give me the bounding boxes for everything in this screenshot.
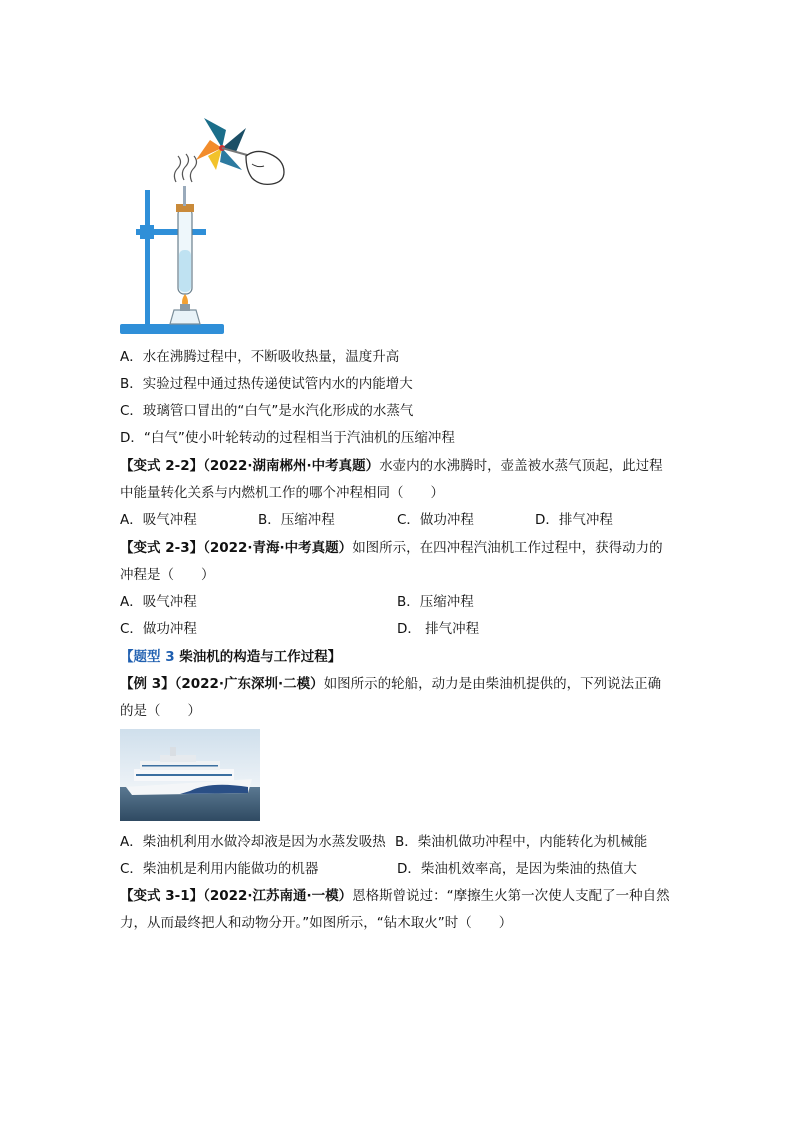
ex3-option-c: C．柴油机是利用内能做功的机器	[120, 861, 319, 877]
v22-option-c: C．做功冲程	[397, 512, 474, 528]
v31-stem-1: 恩格斯曾说过：“摩擦生火第一次使人支配了一种自然	[352, 888, 670, 904]
q1-option-d: D．“白气”使小叶轮转动的过程相当于汽油机的压缩冲程	[120, 430, 455, 446]
v22-option-a: A．吸气冲程	[120, 512, 197, 528]
v31-source: （2022·江苏南通·一模）	[203, 888, 353, 904]
v31-tag: 【变式 3-1】	[120, 888, 204, 904]
v31-stem-line1	[120, 887, 670, 905]
v23-stem-1: 如图所示，在四冲程汽油机工作过程中，获得动力的	[352, 540, 663, 556]
v23-stem-line1	[120, 539, 663, 557]
q1-option-a: A．水在沸腾过程中，不断吸收热量，温度升高	[120, 349, 400, 365]
q1-option-b: B．实验过程中通过热传递使试管内水的内能增大	[120, 376, 413, 392]
ex3-stem-line2: 的是（ ）	[120, 703, 201, 719]
topic3-tag: 【题型 3	[120, 649, 175, 665]
ex3-tag: 【例 3】	[120, 676, 175, 692]
ship-illustration	[120, 729, 260, 821]
ex3-source: （2022·广东深圳·二模）	[174, 676, 324, 692]
v22-stem-line2: 中能量转化关系与内燃机工作的哪个冲程相同（ ）	[120, 485, 444, 501]
q1-option-c: C．玻璃管口冒出的“白气”是水汽化形成的水蒸气	[120, 403, 414, 419]
topic3-heading	[120, 648, 341, 666]
v23-stem-line2: 冲程是（ ）	[120, 567, 215, 583]
v23-option-a: A．吸气冲程	[120, 594, 197, 610]
v22-tag: 【变式 2-2】	[120, 458, 204, 474]
v22-source: （2022·湖南郴州·中考真题）	[203, 458, 380, 474]
ex3-option-a: A．柴油机利用水做冷却液是因为水蒸发吸热	[120, 834, 386, 850]
v31-stem-line2: 力，从而最终把人和动物分开。”如图所示，“钻木取火”时（ ）	[120, 915, 513, 931]
v22-option-d: D．排气冲程	[535, 512, 613, 528]
ex3-stem-line1	[120, 675, 661, 693]
experiment-figure	[118, 112, 290, 340]
ex3-option-b: B．柴油机做功冲程中，内能转化为机械能	[395, 834, 648, 850]
v22-stem-line1	[120, 457, 663, 475]
v23-option-d: D． 排气冲程	[397, 621, 480, 637]
v23-source: （2022·青海·中考真题）	[203, 540, 353, 556]
ex3-stem-1: 如图所示的轮船，动力是由柴油机提供的，下列说法正确	[323, 676, 662, 692]
topic3-title: 柴油机的构造与工作过程】	[174, 649, 342, 665]
v23-option-b: B．压缩冲程	[397, 594, 474, 610]
cruise-ship-photo	[120, 729, 260, 821]
v22-option-b: B．压缩冲程	[258, 512, 335, 528]
v22-stem-1: 水壶内的水沸腾时，壶盖被水蒸气顶起，此过程	[379, 458, 663, 474]
steam-pinwheel-illustration	[118, 112, 290, 340]
ex3-option-d: D．柴油机效率高，是因为柴油的热值大	[397, 861, 637, 877]
v23-tag: 【变式 2-3】	[120, 540, 204, 556]
v23-option-c: C．做功冲程	[120, 621, 197, 637]
